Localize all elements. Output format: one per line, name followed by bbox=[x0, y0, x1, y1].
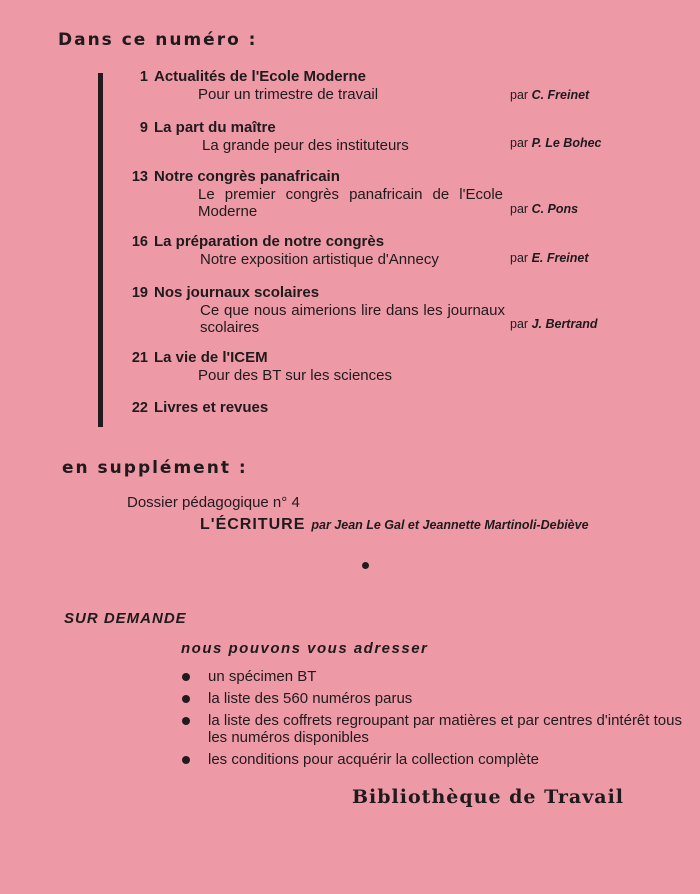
toc-title: Livres et revues bbox=[154, 399, 269, 416]
toc-page-number: 16 bbox=[131, 234, 148, 250]
toc-title: Nos journaux scolaires bbox=[154, 284, 320, 301]
bullet-icon bbox=[182, 756, 190, 764]
offer-list bbox=[182, 668, 682, 773]
list-item: la liste des coffrets regroupant par matières et par centres d'intérêt tous les numéros disponibles bbox=[182, 712, 682, 746]
list-item: un spécimen BT bbox=[182, 668, 682, 685]
toc-title: La préparation de notre congrès bbox=[154, 233, 385, 250]
toc-author-2: par P. Le Bohec bbox=[510, 136, 602, 150]
toc-page-number: 19 bbox=[131, 285, 148, 301]
toc-title: Actualités de l'Ecole Moderne bbox=[154, 68, 366, 85]
supplement-title-line bbox=[200, 516, 589, 534]
toc-author-3: par C. Pons bbox=[510, 202, 579, 216]
toc-page-number: 13 bbox=[131, 169, 148, 185]
toc-subtitle: Le premier congrès panafricain de l'Ecole Moderne bbox=[198, 186, 503, 220]
toc-page-number: 22 bbox=[131, 400, 148, 416]
toc-subtitle: Notre exposition artistique d'Annecy bbox=[200, 251, 439, 268]
supplement-heading: en supplément : bbox=[62, 458, 248, 478]
toc-page-number: 1 bbox=[139, 69, 148, 85]
supplement-title: L'ÉCRITURE bbox=[200, 516, 306, 533]
toc-subtitle: Ce que nous aimerions lire dans les journaux scolaires bbox=[200, 302, 505, 336]
toc-entry-6[interactable] bbox=[118, 349, 638, 384]
toc-title: Notre congrès panafricain bbox=[154, 168, 340, 185]
list-item: la liste des 560 numéros parus bbox=[182, 690, 682, 707]
toc-subtitle: Pour un trimestre de travail bbox=[198, 86, 379, 103]
toc-subtitle: La grande peur des instituteurs bbox=[202, 137, 409, 154]
bullet-icon bbox=[182, 695, 190, 703]
toc-author-1: par C. Freinet bbox=[510, 88, 590, 102]
dossier-label: Dossier pédagogique n° 4 bbox=[127, 494, 300, 511]
publisher-name: Bibliothèque de Travail bbox=[352, 786, 625, 808]
supplement-authors: par Jean Le Gal et Jeannette Martinoli-Debiève bbox=[311, 518, 589, 532]
toc-title: La vie de l'ICEM bbox=[154, 349, 268, 366]
sur-demande-heading: SUR DEMANDE bbox=[64, 610, 187, 627]
list-item: les conditions pour acquérir la collection complète bbox=[182, 751, 682, 768]
toc-subtitle: Pour des BT sur les sciences bbox=[198, 367, 392, 384]
toc-page-number: 9 bbox=[139, 120, 148, 136]
toc-vertical-rule bbox=[98, 73, 103, 427]
toc-title: La part du maître bbox=[154, 119, 276, 136]
contents-heading: Dans ce numéro : bbox=[58, 30, 258, 50]
bullet-icon bbox=[182, 717, 190, 725]
bullet-icon bbox=[182, 673, 190, 681]
toc-author-5: par J. Bertrand bbox=[510, 317, 598, 331]
sur-demande-intro: nous pouvons vous adresser bbox=[181, 640, 429, 657]
toc-author-4: par E. Freinet bbox=[510, 251, 589, 265]
toc-entry-7[interactable] bbox=[118, 399, 638, 417]
separator-dot bbox=[362, 562, 369, 569]
toc-page-number: 21 bbox=[131, 350, 148, 366]
